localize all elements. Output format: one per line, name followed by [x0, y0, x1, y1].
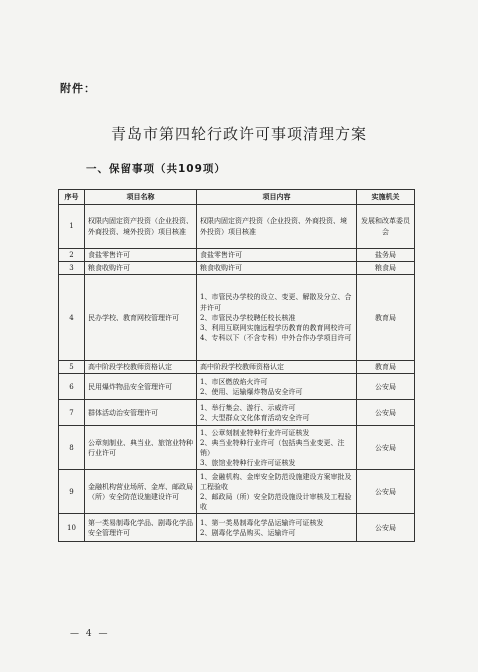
table-row	[59, 426, 415, 470]
row-item-content	[197, 262, 357, 275]
row-department: 教育局	[357, 361, 415, 374]
row-item-content	[197, 205, 357, 249]
content-line: 1、公章刻制业特种行业许可证核发	[200, 428, 310, 437]
row-department: 公安局	[357, 470, 415, 514]
page-number: — 4 —	[70, 629, 110, 639]
content-line: 高中阶段学校教师资格认定	[200, 363, 284, 372]
table-row	[59, 514, 415, 542]
content-line: 1、市管民办学校的设立、变更、解散及分立、合并许可	[200, 293, 352, 312]
row-item-name: 高中阶段学校教师资格认定	[85, 361, 197, 374]
row-item-name: 金融机构营业场所、金库、邮政局（所）安全防范设施建设许可	[85, 470, 197, 514]
section-heading: 一、保留事项（共109项）	[86, 163, 226, 175]
row-department: 公安局	[357, 400, 415, 426]
row-number: 10	[59, 514, 85, 542]
row-department: 公安局	[357, 426, 415, 470]
document-title: 青岛市第四轮行政许可事项清理方案	[110, 125, 367, 143]
row-item-name: 食盐零售许可	[85, 249, 197, 262]
content-line: 2、使用、运输爆炸物品安全许可	[200, 387, 303, 396]
row-number: 6	[59, 374, 85, 400]
header-department: 实施机关	[357, 190, 415, 205]
content-line: 3、旅馆业特种行业许可证核发	[200, 459, 296, 468]
row-number: 5	[59, 361, 85, 374]
row-item-content	[197, 400, 357, 426]
content-line: 权限内固定资产投资（企业投资、外商投资、境外投资）项目核准	[200, 217, 347, 236]
row-item-content	[197, 361, 357, 374]
content-line: 1、第一类易制毒化学品运输许可证核发	[200, 518, 324, 527]
row-number: 7	[59, 400, 85, 426]
items-table	[58, 189, 415, 542]
content-line: 粮食收购许可	[200, 264, 242, 273]
table-row	[59, 470, 415, 514]
row-number: 1	[59, 205, 85, 249]
row-department: 粮食局	[357, 262, 415, 275]
table-row	[59, 275, 415, 361]
row-item-content	[197, 249, 357, 262]
row-item-content	[197, 514, 357, 542]
row-item-name: 第一类易制毒化学品、剧毒化学品安全管理许可	[85, 514, 197, 542]
row-department: 盐务局	[357, 249, 415, 262]
content-line: 1、举行集会、游行、示威许可	[200, 403, 296, 412]
attachment-label: 附件：	[60, 82, 96, 95]
row-item-name: 群体活动治安管理许可	[85, 400, 197, 426]
row-number: 4	[59, 275, 85, 361]
row-number: 9	[59, 470, 85, 514]
table-row	[59, 249, 415, 262]
row-department: 发展和改革委员会	[357, 205, 415, 249]
content-line: 4、专科以下（不含专科）中外合作办学项目许可	[200, 333, 352, 342]
row-item-name: 民办学校、教育网校管理许可	[85, 275, 197, 361]
table-row	[59, 361, 415, 374]
table-row	[59, 400, 415, 426]
row-item-content	[197, 275, 357, 361]
row-item-name: 民用爆炸物品安全管理许可	[85, 374, 197, 400]
header-item-content: 项目内容	[197, 190, 357, 205]
content-line: 2、典当业特种行业许可（包括典当业变更、注销）	[200, 438, 345, 457]
header-item-name: 项目名称	[85, 190, 197, 205]
table-row	[59, 262, 415, 275]
row-item-name: 权限内固定资产投资（企业投资、外商投资、境外投资）项目核准	[85, 205, 197, 249]
row-number: 2	[59, 249, 85, 262]
row-item-content	[197, 374, 357, 400]
content-line: 1、金融机构、金库安全防范设施建设方案审批及工程验收	[200, 472, 352, 491]
content-line: 2、剧毒化学品购买、运输许可	[200, 528, 296, 537]
table-row	[59, 374, 415, 400]
content-line: 食盐零售许可	[200, 251, 242, 259]
row-department: 教育局	[357, 275, 415, 361]
row-department: 公安局	[357, 514, 415, 542]
row-item-name: 粮食收购许可	[85, 262, 197, 275]
row-item-name: 公章刻制业、典当业、旅馆业特种行业许可	[85, 426, 197, 470]
table-header-row	[59, 190, 415, 205]
row-item-content	[197, 470, 357, 514]
content-line: 2、市管民办学校聘任校长核准	[200, 313, 296, 322]
row-item-content	[197, 426, 357, 470]
content-line: 1、市区燃放焰火许可	[200, 377, 268, 386]
table-row	[59, 205, 415, 249]
row-department: 公安局	[357, 374, 415, 400]
header-number: 序号	[59, 190, 85, 205]
content-line: 2、大型群众文化体育活动安全许可	[200, 413, 310, 422]
row-number: 3	[59, 262, 85, 275]
content-line: 2、邮政局（所）安全防范设施设计审核及工程验收	[200, 492, 352, 512]
row-number: 8	[59, 426, 85, 470]
content-line: 3、利用互联网实施远程学历教育的教育网校许可	[200, 323, 352, 332]
